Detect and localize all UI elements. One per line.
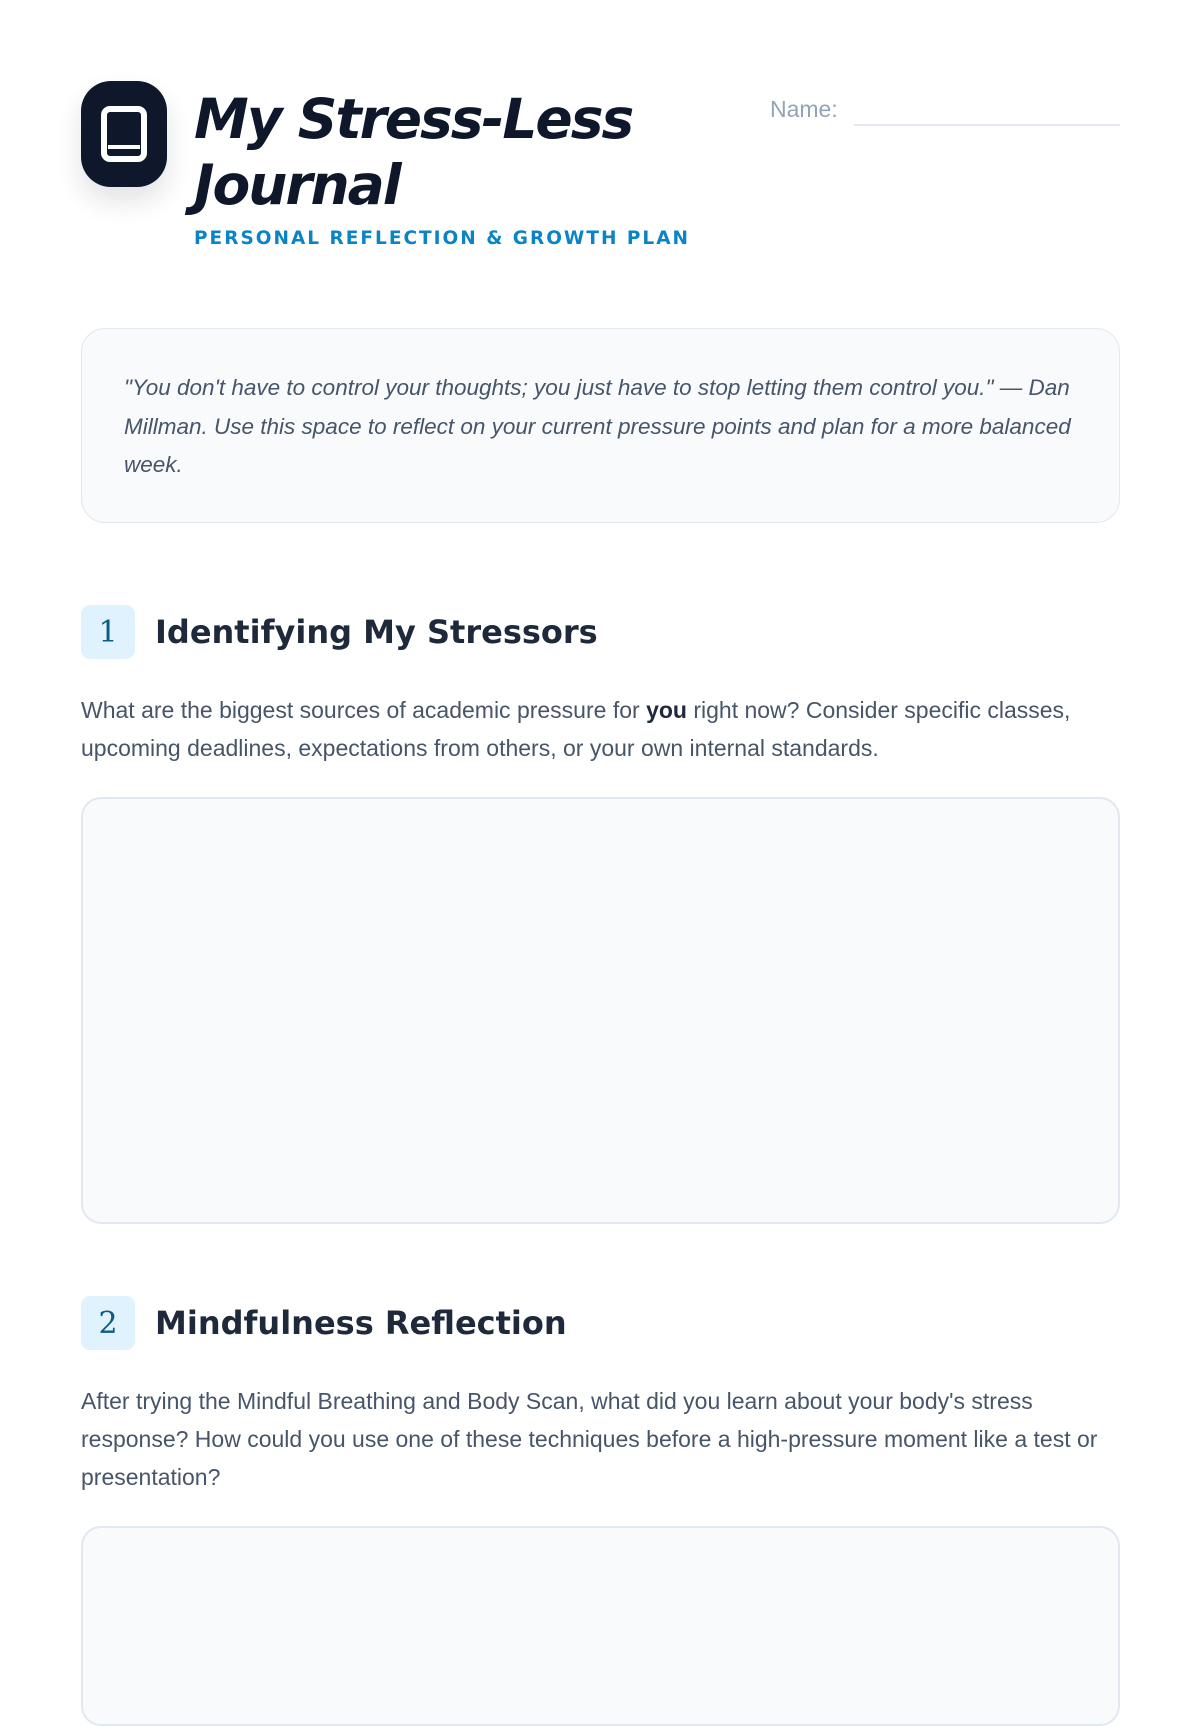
prompt-text-end: right now? Consider specific classes, upcoming deadlines, expectations from others, or your own internal standards. <box>81 697 1071 761</box>
mindfulness-answer-area[interactable] <box>81 1526 1120 1726</box>
quote-box <box>81 328 1120 523</box>
prompt-text-start: What are the biggest sources of academic pressure for <box>81 697 647 723</box>
section-mindfulness-reflection <box>81 1296 1120 1726</box>
section-header <box>81 605 1120 659</box>
page-title-line-1: My Stress-Less <box>194 87 633 151</box>
section-prompt <box>81 691 1120 767</box>
page-title-line-2: Journal <box>194 153 400 217</box>
journal-page <box>81 0 1120 1490</box>
journal-header <box>81 0 1120 300</box>
name-label: Name: <box>770 96 838 122</box>
section-header <box>81 1296 1120 1350</box>
page-subtitle: PERSONAL REFLECTION & GROWTH PLAN <box>194 228 691 249</box>
page-title <box>194 86 690 218</box>
title-block <box>194 86 690 249</box>
section-number-badge: 2 <box>81 1296 135 1350</box>
section-prompt: After trying the Mindful Breathing and Body Scan, what did you learn about your body's stress response? How could you use one of these techniques before a high-pressure moment like a test or presentation? <box>81 1388 1098 1490</box>
stressors-answer-area[interactable] <box>81 797 1120 1224</box>
quote-text: "You don't have to control your thoughts; you just have to stop letting them control you." — Dan Millman. Use this space to reflect on your current pressure points and plan for a more balanced week. <box>124 375 1071 477</box>
journal-logo <box>81 81 167 187</box>
section-title: Mindfulness Reflection <box>155 1304 567 1342</box>
section-title: Identifying My Stressors <box>155 613 598 651</box>
prompt-emphasis: you <box>646 697 687 723</box>
name-field[interactable] <box>854 124 1120 126</box>
section-number-badge: 1 <box>81 605 135 659</box>
book-icon <box>100 105 148 163</box>
section-identifying-stressors <box>81 605 1120 1224</box>
